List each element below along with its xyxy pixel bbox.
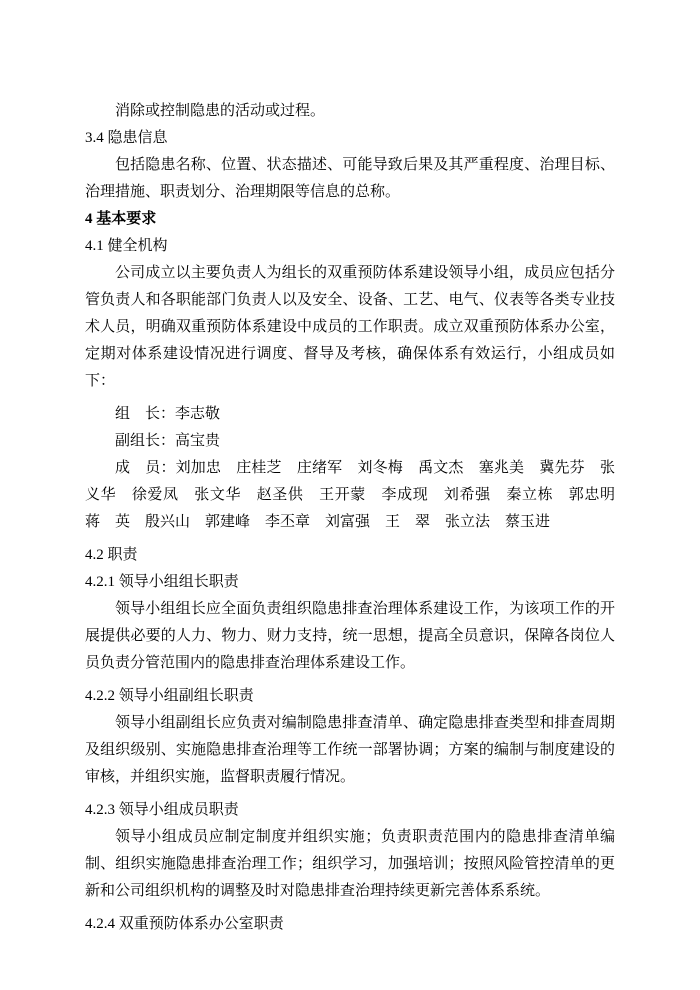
body-paragraph-definition: 消除或控制隐患的活动或过程。	[115, 103, 326, 119]
chapter-heading-4: 4 基本要求	[85, 211, 157, 227]
heading-4-2-2: 4.2.2 领导小组副组长职责	[85, 688, 254, 704]
heading-4-2-1: 4.2.1 领导小组组长职责	[85, 574, 239, 590]
paragraph-4-2-1-body: 领导小组组长应全面负责组织隐患排查治理体系建设工作，为该项工作的开展提供必要的人力、物力、财力支持，统一思想，提高全员意识，保障各岗位人员负责分管范围内的隐患排查治理体系建设工作。	[85, 601, 615, 671]
line-members: 成 员：刘加忠 庄桂芝 庄绪军 刘冬梅 禹文杰 塞兆美 冀先芬 张义华 徐爱凤 张文华 赵圣供 王开蒙 李成现 刘希强 秦立栋 郭忠明 蒋 英 殷兴山 郭建峰 李丕章 刘富强 王 翠 张立法 蔡玉进	[85, 460, 631, 530]
paragraph-4-2-2-body: 领导小组副组长应负责对编制隐患排查清单、确定隐患排查类型和排查周期及组织级别、实施隐患排查治理等工作统一部署协调；方案的编制与制度建设的审核，并组织实施，监督职责履行情况。	[85, 715, 615, 785]
heading-4-2-4: 4.2.4 双重预防体系办公室职责	[85, 916, 284, 932]
heading-4-1: 4.1 健全机构	[85, 238, 168, 254]
heading-3-4: 3.4 隐患信息	[85, 130, 168, 146]
paragraph-4-2-3-body: 领导小组成员应制定制度并组织实施；负责职责范围内的隐患排查清单编制、组织实施隐患排查治理工作；组织学习，加强培训；按照风险管控清单的更新和公司组织机构的调整及时对隐患排查治理持续更新完善体系系统。	[85, 829, 615, 899]
paragraph-3-4-body: 包括隐患名称、位置、状态描述、可能导致后果及其严重程度、治理目标、治理措施、职责划分、治理期限等信息的总称。	[85, 157, 615, 200]
heading-4-2: 4.2 职责	[85, 547, 138, 563]
line-group-leader: 组 长：李志敬	[115, 406, 221, 422]
paragraph-4-1-body: 公司成立以主要负责人为组长的双重预防体系建设领导小组，成员应包括分管负责人和各职能部门负责人以及安全、设备、工艺、电气、仪表等各类专业技术人员，明确双重预防体系建设中成员的工作职责。成立双重预防体系办公室，定期对体系建设情况进行调度、督导及考核，确保体系有效运行，小组成员如下：	[85, 265, 615, 389]
line-deputy-leader: 副组长：高宝贵	[115, 433, 221, 449]
heading-4-2-3: 4.2.3 领导小组成员职责	[85, 802, 239, 818]
